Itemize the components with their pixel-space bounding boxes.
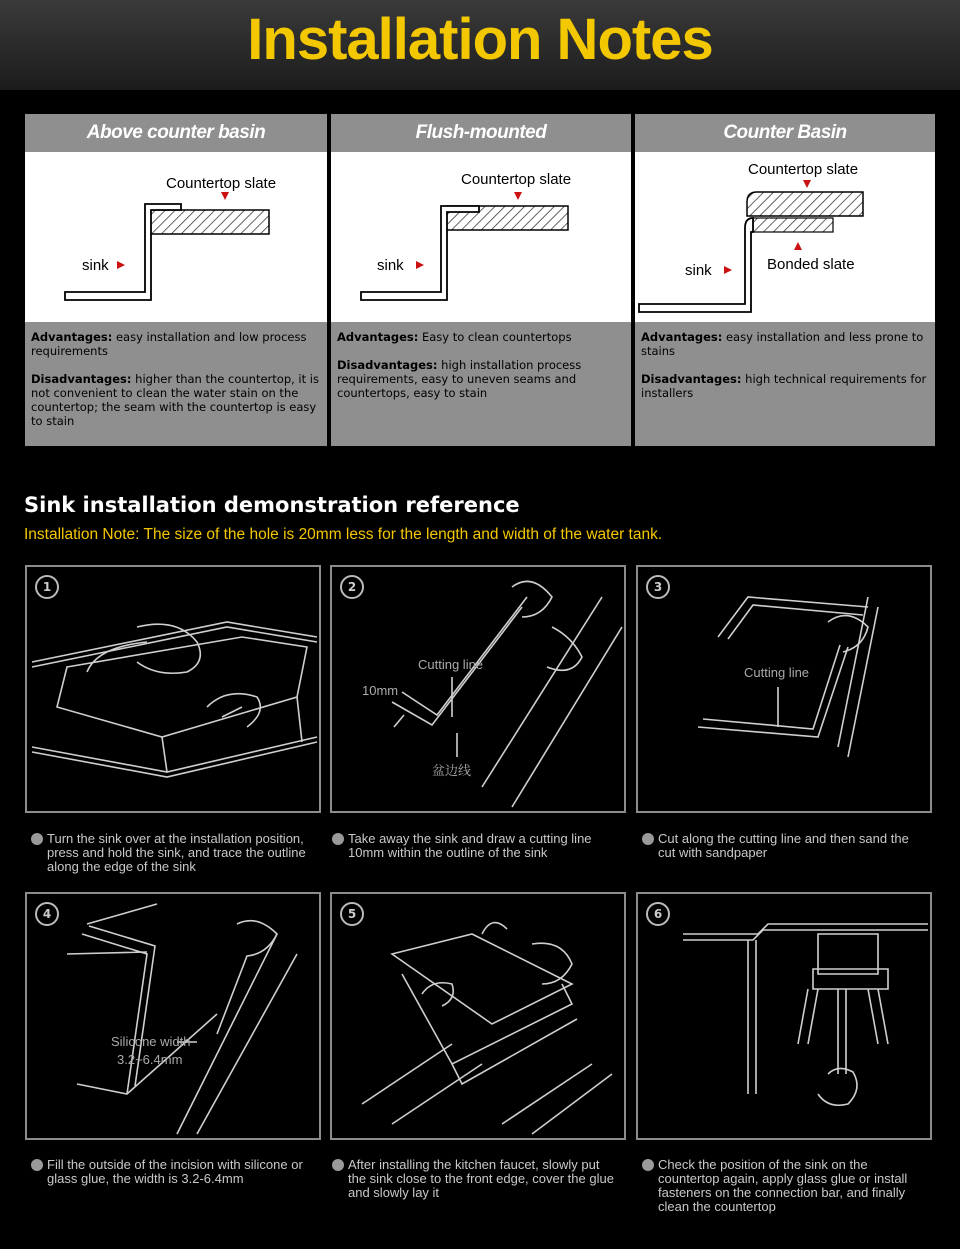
label-sink: sink xyxy=(377,257,404,274)
step-3-illustration xyxy=(636,565,932,813)
silicone-width-label: Silicone width xyxy=(111,1034,191,1049)
label-bonded-slate: Bonded slate xyxy=(767,256,855,273)
caption-text: Cut along the cutting line and then sand the cut with sandpaper xyxy=(658,831,909,860)
bullet-icon xyxy=(332,833,344,845)
disadvantages-label: Disadvantages: xyxy=(337,358,438,372)
basin-edge-label: 盆边线 xyxy=(432,763,472,778)
countertop-slate xyxy=(747,192,863,216)
panel-text xyxy=(31,330,321,442)
label-sink: sink xyxy=(82,257,109,274)
advantages-text: easy installation and low process requirements xyxy=(31,330,307,358)
step-6-illustration xyxy=(636,892,932,1140)
label-countertop-slate: Countertop slate xyxy=(461,171,572,188)
cutting-line-label: Cutting line xyxy=(744,665,810,680)
caption-text: Take away the sink and draw a cutting line 10mm within the outline of the sink xyxy=(348,831,592,860)
advantages-text: easy installation and less prone to stains xyxy=(641,330,924,358)
bullet-icon xyxy=(332,1159,344,1171)
advantages-label: Advantages: xyxy=(641,330,723,344)
step-6-caption xyxy=(642,1158,928,1214)
label-countertop-slate: Countertop slate xyxy=(748,161,859,178)
bullet-icon xyxy=(642,1159,654,1171)
disadvantages-label: Disadvantages: xyxy=(31,372,132,386)
arrow-down-icon xyxy=(514,192,522,200)
panel-text xyxy=(641,330,929,414)
step-number: 5 xyxy=(340,902,364,926)
step-number: 6 xyxy=(646,902,670,926)
section-title: Sink installation demonstration reference xyxy=(24,493,520,517)
distance-label: 10mm xyxy=(362,683,399,698)
arrow-right-icon xyxy=(117,261,125,269)
panel-title: Above counter basin xyxy=(86,122,266,143)
countertop-slate xyxy=(149,210,269,234)
advantages-text: Easy to clean countertops xyxy=(421,330,572,344)
label-sink: sink xyxy=(685,262,712,279)
label-countertop-slate: Countertop slate xyxy=(166,175,277,192)
step-3-caption xyxy=(642,832,928,860)
bullet-icon xyxy=(31,833,43,845)
step-number: 1 xyxy=(35,575,59,599)
step-5-caption xyxy=(332,1158,618,1200)
silicone-width-value: 3.2~6.4mm xyxy=(117,1052,183,1067)
disadvantages-text: high technical requirements for installers xyxy=(641,372,927,400)
arrow-up-icon xyxy=(794,242,802,250)
panel-title: Counter Basin xyxy=(723,122,847,143)
bullet-icon xyxy=(31,1159,43,1171)
step-1-illustration xyxy=(25,565,321,813)
step-2-illustration xyxy=(330,565,626,813)
panel-flush-mounted xyxy=(331,114,631,446)
step-number: 2 xyxy=(340,575,364,599)
bonded-slate xyxy=(753,218,833,232)
diagram-counter-basin xyxy=(635,152,935,322)
header xyxy=(0,0,960,90)
diagram-above-counter xyxy=(25,152,327,322)
step-2-caption xyxy=(332,832,618,860)
panel-title: Flush-mounted xyxy=(415,122,547,143)
arrow-down-icon xyxy=(221,192,229,200)
disadvantages-text: higher than the countertop, it is not convenient to clean the water stain on the countertop; the seam with the countertop is easy to stain xyxy=(31,372,319,428)
arrow-right-icon xyxy=(416,261,424,269)
cutting-line-label: Cutting line xyxy=(418,657,484,672)
step-1-caption xyxy=(31,832,317,874)
caption-text: After installing the kitchen faucet, slowly put the sink close to the front edge, cover the glue and slowly lay it xyxy=(348,1157,614,1200)
page-title: Installation Notes xyxy=(247,7,713,72)
panel-above-counter xyxy=(25,114,327,446)
installation-note: Installation Note: The size of the hole is 20mm less for the length and width of the water tank. xyxy=(24,526,663,543)
step-number: 4 xyxy=(35,902,59,926)
panel-counter-basin xyxy=(635,114,935,446)
disadvantages-text: high installation process requirements, easy to uneven seams and countertops, easy to stain xyxy=(337,358,582,400)
step-number: 3 xyxy=(646,575,670,599)
arrow-down-icon xyxy=(803,180,811,188)
step-4-illustration xyxy=(25,892,321,1140)
bullet-icon xyxy=(642,833,654,845)
caption-text: Check the position of the sink on the countertop again, apply glass glue or install fasteners on the connection bar, and finally clean the countertop xyxy=(658,1157,908,1214)
caption-text: Fill the outside of the incision with silicone or glass glue, the width is 3.2-6.4mm xyxy=(47,1157,303,1186)
arrow-right-icon xyxy=(724,266,732,274)
disadvantages-label: Disadvantages: xyxy=(641,372,742,386)
panel-text xyxy=(337,330,625,414)
step-5-illustration xyxy=(330,892,626,1140)
diagram-flush-mounted xyxy=(331,152,631,322)
caption-text: Turn the sink over at the installation position, press and hold the sink, and trace the outline along the edge of the sink xyxy=(47,831,306,874)
step-4-caption xyxy=(31,1158,317,1186)
advantages-label: Advantages: xyxy=(337,330,419,344)
advantages-label: Advantages: xyxy=(31,330,113,344)
